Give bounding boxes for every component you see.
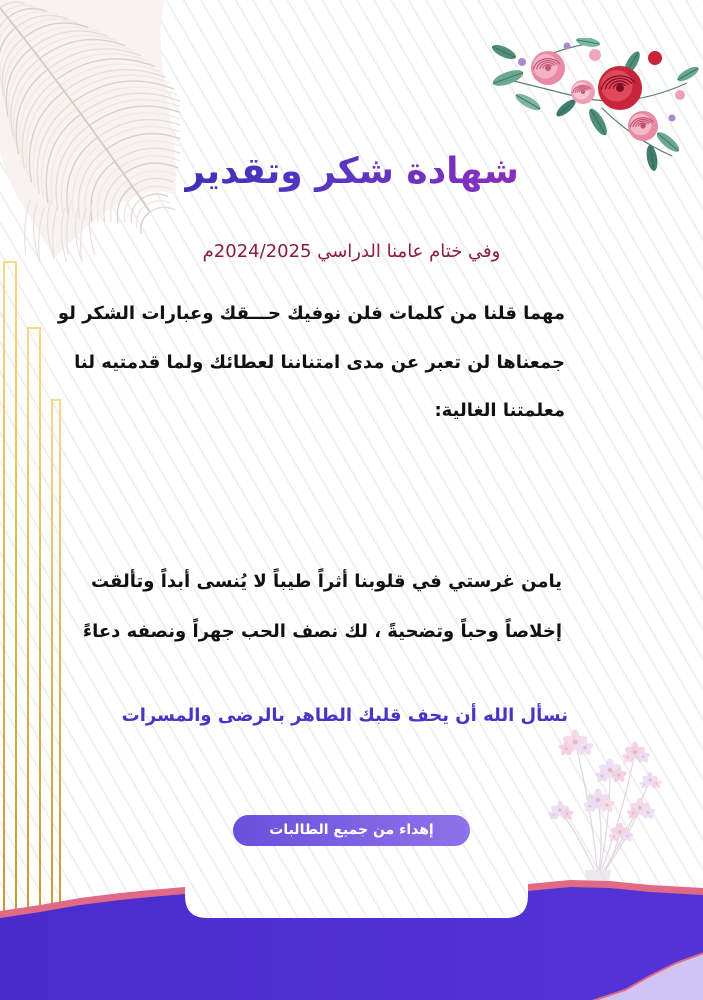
appreciation-paragraph [25,290,565,436]
leaf [675,64,700,84]
rose [531,51,565,85]
flower [586,789,610,812]
paragraph-line: جمعناها لن تعبر عن مدى امتناننا لعطائك ولما قدمتيه لنا [74,351,565,373]
leaf [575,38,600,49]
certificate-title-text: شهادة شكر وتقدير [184,151,519,192]
flower [608,831,620,842]
flower [642,772,659,788]
flower [560,808,574,821]
torn-paper-band [0,880,703,1000]
leaf [490,42,518,62]
faint-flowers-icon [530,720,680,890]
paragraph-line: إخلاصاً وحباً وتضحيةً ، لك نصف الحب جهراً ونصفه دعاءً [82,621,562,642]
leaf [491,67,525,89]
tribute-paragraph [22,557,562,657]
academic-year-subtitle: وفي ختام عامنا الدراسي 2024/2025م [202,241,501,262]
flower [548,809,560,820]
flower [550,801,569,819]
bud [589,49,601,61]
rose [571,80,595,104]
flower [624,742,646,763]
flower [610,823,629,841]
flower [635,749,650,764]
flower [595,769,610,783]
feather-icon [0,0,180,262]
dedication-badge [233,815,470,846]
leaf [513,91,542,114]
flower [576,739,595,757]
vase [585,870,611,888]
flower [621,751,634,763]
leaf [586,106,611,137]
flower [598,759,622,782]
leaf [554,97,578,119]
prayer-line: نسأل الله أن يحف قلبك الطاهر بالرضى والمسرات [121,705,568,726]
paragraph-line: يامن غرستي في قلوبنا أثراً طيباً لا يُنسى أبداً وتألقت [90,571,562,592]
flower [650,778,662,789]
flower [626,807,639,819]
flower [558,741,574,756]
bud [669,115,676,122]
flower [611,767,628,783]
certificate-title [0,143,703,201]
flower [629,798,651,819]
bud [675,90,685,100]
paragraph-line: معلمتنا الغالية: [434,400,565,421]
flower [583,799,598,813]
flower [639,779,649,789]
leaf [621,49,643,77]
paragraph-line: مهما قلنا من كلمات فلن نوفيك حـــقك وعبارات الشكر لو [57,303,565,324]
bud [648,51,662,65]
flower [599,797,616,813]
rose [628,111,658,141]
bud [518,58,526,66]
bud [564,43,571,50]
flower [620,830,634,843]
dedication-label: إهداء من جميع الطالبات [269,822,434,838]
rose [598,66,642,110]
flower [562,729,589,754]
flower [640,805,655,820]
